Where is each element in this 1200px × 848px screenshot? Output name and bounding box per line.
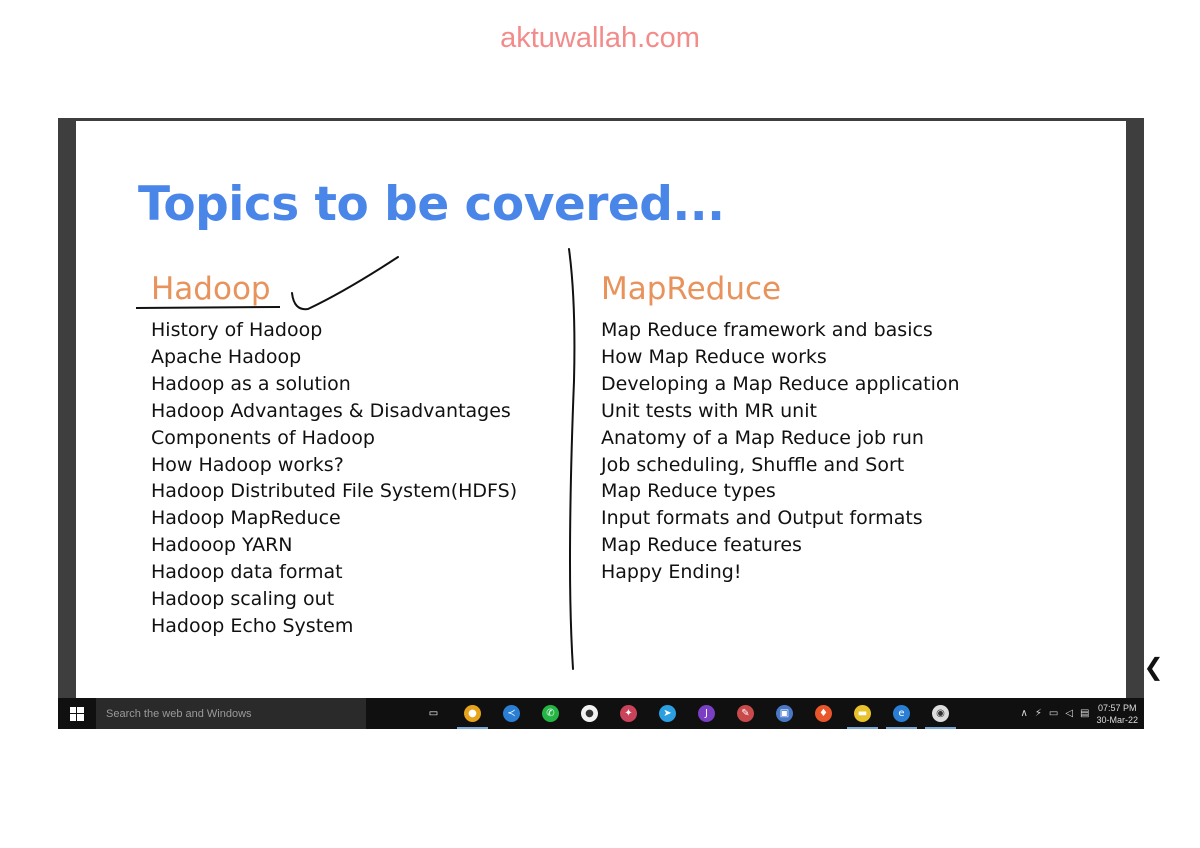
slide-title: Topics to be covered... xyxy=(138,177,725,232)
figma-taskbar-button[interactable] xyxy=(609,698,648,729)
watermark-text: aktuwallah.com xyxy=(500,22,700,54)
app-taskbar-button[interactable] xyxy=(570,698,609,729)
hadoop-topic-item: How Hadoop works? xyxy=(151,453,344,476)
mapreduce-topic-item: Anatomy of a Map Reduce job run xyxy=(601,426,924,449)
mapreduce-topic-item: Map Reduce types xyxy=(601,480,776,503)
clock-time: 07:57 PM xyxy=(1097,702,1137,713)
presentation-slide xyxy=(76,121,1164,698)
task-view-taskbar-button[interactable] xyxy=(414,698,453,729)
slide-back-arrow[interactable]: ❮ xyxy=(1145,649,1162,685)
chevron-up-icon[interactable]: ∧ xyxy=(1020,708,1028,719)
vscode-taskbar-button[interactable] xyxy=(492,698,531,729)
taskbar-app-icons xyxy=(414,698,960,729)
hadoop-topic-item: History of Hadoop xyxy=(151,319,323,341)
mapreduce-topic-item: Unit tests with MR unit xyxy=(601,399,817,422)
hadoop-heading: Hadoop xyxy=(151,271,271,307)
screen-recorder-taskbar-button[interactable] xyxy=(921,698,960,729)
hadoop-topic-item: Hadoop data format xyxy=(151,561,343,584)
mapreduce-topic-item: Input formats and Output formats xyxy=(601,507,923,530)
paint-icon: ✎ xyxy=(737,705,754,722)
screen-capture xyxy=(58,118,1164,729)
column-divider-stroke xyxy=(569,249,574,669)
hadoop-topic-item: Components of Hadoop xyxy=(151,426,375,449)
mapreduce-heading: MapReduce xyxy=(601,271,782,307)
app-icon: ● xyxy=(581,705,598,722)
hadoop-topic-item: Apache Hadoop xyxy=(151,345,302,368)
hadoop-topic-item: Hadooop YARN xyxy=(151,534,293,557)
vscode-icon: ≺ xyxy=(503,705,520,722)
start-button[interactable] xyxy=(58,698,96,729)
brave-icon: ♦ xyxy=(815,705,832,722)
chrome-taskbar-button[interactable] xyxy=(453,698,492,729)
hadoop-topic-item: Hadoop as a solution xyxy=(151,372,351,395)
brave-taskbar-button[interactable] xyxy=(804,698,843,729)
file-explorer-taskbar-button[interactable] xyxy=(843,698,882,729)
jetbrains-icon: J xyxy=(698,705,715,722)
heading-underline-stroke xyxy=(136,307,280,308)
mapreduce-topic-item: Map Reduce features xyxy=(601,534,802,557)
whatsapp-icon: ✆ xyxy=(542,705,559,722)
hadoop-topic-item: Hadoop MapReduce xyxy=(151,507,341,530)
jetbrains-taskbar-button[interactable] xyxy=(687,698,726,729)
hadoop-topic-item: Hadoop Echo System xyxy=(151,614,354,637)
network-icon: ▣ xyxy=(776,705,793,722)
telegram-taskbar-button[interactable] xyxy=(648,698,687,729)
windows-logo-icon xyxy=(70,707,84,721)
hadoop-topic-item: Hadoop Advantages & Disadvantages xyxy=(151,399,511,422)
mapreduce-topic-item: Happy Ending! xyxy=(601,561,742,584)
edge-taskbar-button[interactable] xyxy=(882,698,921,729)
system-tray xyxy=(1021,698,1144,729)
whatsapp-taskbar-button[interactable] xyxy=(531,698,570,729)
windows-taskbar xyxy=(58,698,1144,729)
file-explorer-icon: ▬ xyxy=(854,705,871,722)
mapreduce-topic-item: Developing a Map Reduce application xyxy=(601,372,960,395)
mapreduce-topic-item: How Map Reduce works xyxy=(601,345,827,368)
task-view-icon: ▭ xyxy=(425,705,442,722)
mapreduce-topic-item: Map Reduce framework and basics xyxy=(601,319,933,341)
battery-icon[interactable]: ▭ xyxy=(1048,708,1059,719)
taskbar-clock[interactable] xyxy=(1096,702,1138,726)
mapreduce-topic-item: Job scheduling, Shuffle and Sort xyxy=(601,453,905,476)
pen-annotations xyxy=(76,121,1126,698)
network-status-icon[interactable]: ⚡ xyxy=(1034,708,1042,719)
network-taskbar-button[interactable] xyxy=(765,698,804,729)
chrome-icon: ● xyxy=(464,705,481,722)
figma-icon: ✦ xyxy=(620,705,637,722)
hadoop-topic-item: Hadoop Distributed File System(HDFS) xyxy=(151,480,518,503)
screen-recorder-icon: ◉ xyxy=(932,705,949,722)
volume-icon[interactable]: ◁ xyxy=(1065,708,1074,719)
hadoop-topic-item: Hadoop scaling out xyxy=(151,588,335,611)
edge-icon: e xyxy=(893,705,910,722)
taskbar-search-input[interactable]: Search the web and Windows xyxy=(96,698,366,729)
checkmark-stroke xyxy=(292,257,398,309)
notification-icon[interactable]: ▤ xyxy=(1080,708,1090,719)
clock-date: 30-Mar-22 xyxy=(1096,714,1138,725)
paint-taskbar-button[interactable] xyxy=(726,698,765,729)
telegram-icon: ➤ xyxy=(659,705,676,722)
